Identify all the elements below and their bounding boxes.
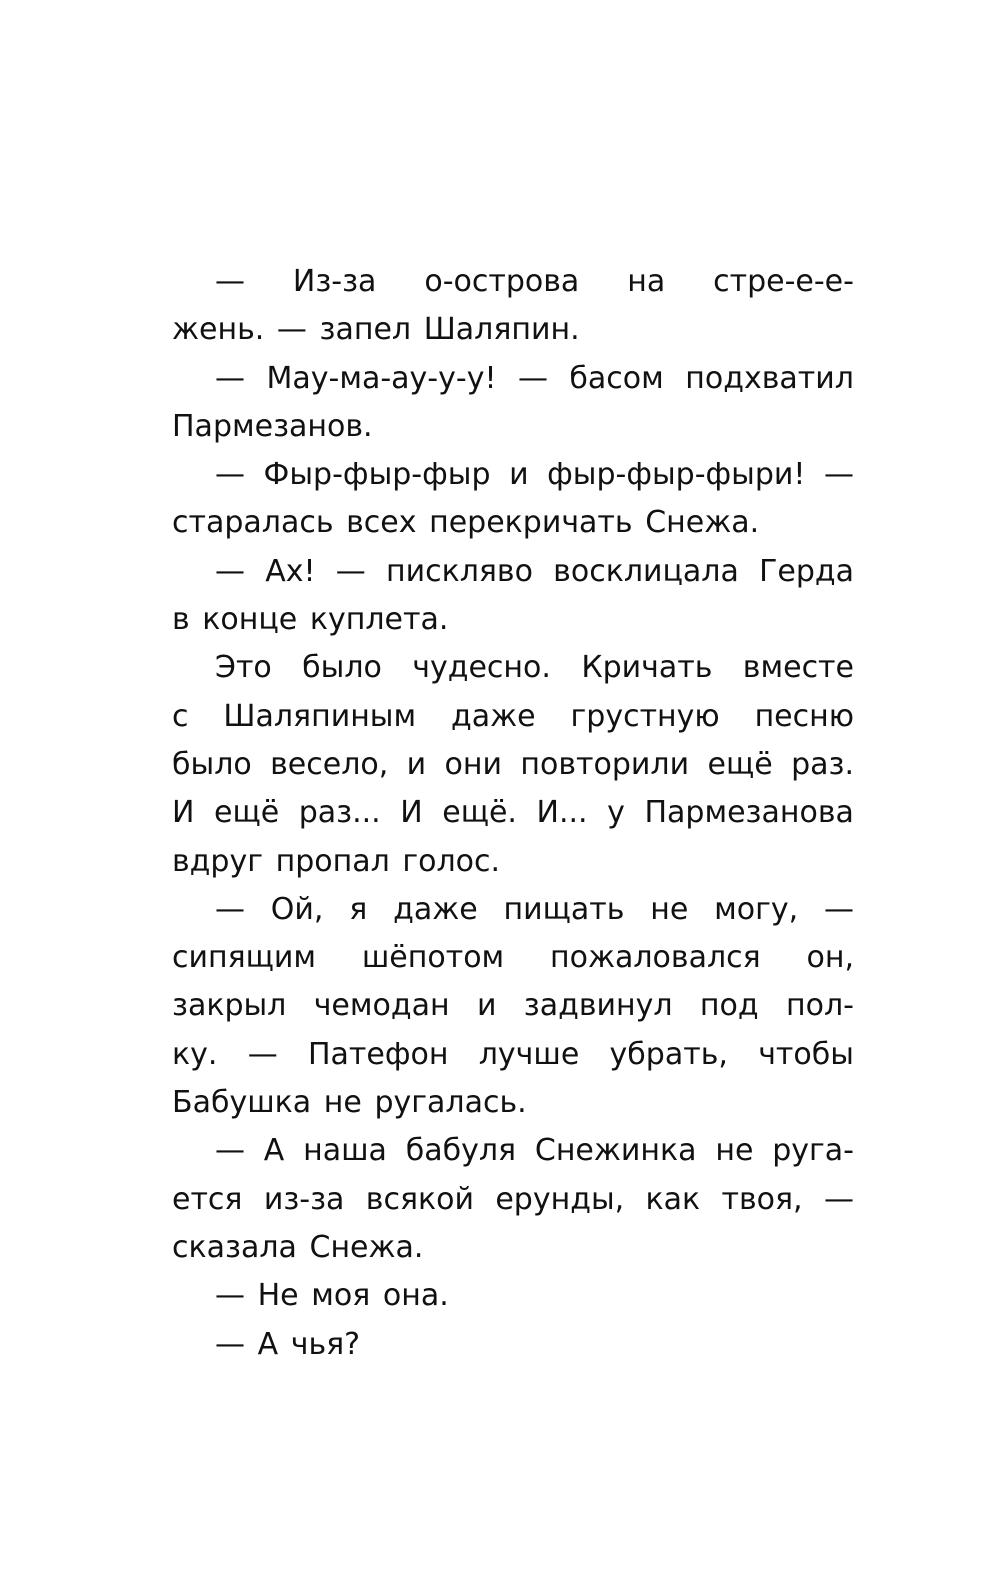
text-word: с [172, 698, 189, 734]
text-word: — [823, 457, 854, 493]
text-word: раз. [791, 746, 854, 782]
text-word: сипящим [172, 940, 317, 976]
text-word: стре-е-е- [713, 264, 854, 299]
text-word: Не [257, 1278, 299, 1314]
text-word: твоя, [721, 1181, 803, 1217]
page-text [172, 258, 854, 1369]
text-word: Пармезанова [644, 795, 854, 831]
text-word: чья? [290, 1326, 361, 1362]
text-word: — [215, 1278, 245, 1314]
text-line [172, 403, 854, 451]
text-word: он, [806, 940, 854, 976]
text-word: — [335, 553, 366, 589]
text-line [172, 693, 854, 741]
text-line [172, 596, 854, 644]
text-line [172, 355, 854, 403]
text-word: — [215, 360, 245, 396]
text-word: и [406, 746, 427, 782]
text-line [172, 982, 854, 1030]
text-word: пожаловался [549, 940, 761, 976]
text-word: Шаляпиным [223, 698, 417, 734]
text-line [172, 451, 854, 499]
text-word: бабуля [405, 1133, 517, 1169]
text-word: Ой, [270, 891, 324, 927]
text-word: всех [346, 505, 417, 541]
text-word: Шаляпин. [423, 312, 580, 348]
text-line [172, 1272, 854, 1320]
text-word: жень. [172, 312, 265, 348]
text-word: Из-за [292, 264, 377, 299]
text-word: убрать, [609, 1036, 728, 1072]
text-word: как [645, 1181, 701, 1217]
text-line [172, 1127, 854, 1175]
text-word: не [715, 1133, 754, 1169]
text-word: вместе [742, 650, 854, 686]
text-word: из-за [263, 1181, 345, 1217]
text-word: руга- [772, 1133, 854, 1169]
text-line [172, 548, 854, 596]
text-word: Снежа. [309, 1229, 424, 1265]
text-word: чтобы [758, 1036, 854, 1072]
text-word: и [476, 988, 497, 1024]
text-word: Снежа. [645, 505, 760, 541]
text-word: пискляво [385, 553, 533, 589]
text-word: я [349, 891, 368, 927]
text-word: И... [536, 795, 588, 831]
text-word: Пармезанов. [172, 408, 373, 444]
text-word: раз... [298, 795, 381, 831]
text-word: Ах! [265, 553, 316, 589]
text-word: они [444, 746, 503, 782]
text-word: пол- [785, 988, 854, 1024]
text-word: И [400, 795, 423, 831]
text-word: ерунды, [495, 1181, 625, 1217]
text-line [172, 1031, 854, 1079]
text-line [172, 1224, 854, 1272]
text-word: Фыр-фыр-фыр [263, 457, 491, 493]
text-word: задвинул [523, 988, 673, 1024]
text-line [172, 934, 854, 982]
text-word: шёпотом [361, 940, 505, 976]
text-word: Снежинка [534, 1133, 697, 1169]
text-word: даже [393, 891, 478, 927]
text-word: ется [172, 1181, 243, 1217]
text-word: — [823, 891, 854, 927]
text-word: — [215, 553, 245, 589]
text-word: сказала [172, 1229, 297, 1265]
text-line [172, 886, 854, 934]
text-word: — [517, 360, 548, 396]
text-word: на [627, 264, 666, 299]
text-word: — [215, 1133, 245, 1169]
text-word: ещё [707, 746, 773, 782]
text-word: старалась [172, 505, 334, 541]
text-word: песню [754, 698, 854, 734]
text-word: Это [215, 650, 272, 686]
text-word: ещё [214, 795, 280, 831]
text-line [172, 644, 854, 692]
text-word: пищать [503, 891, 625, 927]
text-line [172, 1321, 854, 1369]
text-word: лучше [478, 1036, 580, 1072]
text-word: у [607, 795, 625, 831]
text-line [172, 838, 854, 886]
text-word: — [247, 1036, 278, 1072]
text-word: перекричать [429, 505, 633, 541]
text-word: не [323, 1085, 362, 1121]
text-word: — [276, 312, 307, 348]
text-word: чемодан [313, 988, 450, 1024]
text-word: наша [303, 1133, 387, 1169]
text-word: — [215, 1326, 245, 1362]
text-word: запел [319, 312, 412, 348]
text-word: даже [451, 698, 536, 734]
text-word: А [263, 1133, 285, 1169]
text-word: ку. [172, 1036, 218, 1072]
text-word: весело, [270, 746, 389, 782]
text-word: конце [202, 602, 298, 638]
text-word: вдруг [172, 843, 263, 879]
text-word: повторили [520, 746, 690, 782]
text-word: — [215, 891, 245, 927]
text-word: ругалась. [374, 1085, 527, 1121]
text-word: Герда [759, 553, 854, 589]
text-word: куплета. [309, 602, 449, 638]
text-word: фыр-фыр-фыри! [547, 457, 806, 493]
text-line [172, 1176, 854, 1224]
text-word: Мау-ма-ау-у-у! [266, 360, 497, 396]
text-word: грустную [570, 698, 720, 734]
text-line [172, 741, 854, 789]
text-line [172, 258, 854, 306]
text-line [172, 789, 854, 837]
text-word: под [699, 988, 759, 1024]
text-word: ещё. [442, 795, 517, 831]
text-word: было [302, 650, 382, 686]
text-word: голос. [402, 843, 501, 879]
text-word: было [172, 746, 252, 782]
text-word: могу, [714, 891, 799, 927]
text-word: пропал [275, 843, 390, 879]
text-line [172, 499, 854, 547]
text-word: подхватил [685, 360, 854, 396]
text-word: восклицала [553, 553, 739, 589]
text-word: И [172, 795, 195, 831]
text-word: о-острова [424, 264, 580, 299]
text-word: Кричать [581, 650, 713, 686]
text-word: закрыл [172, 988, 287, 1024]
text-word: Патефон [307, 1036, 449, 1072]
text-word: чудесно. [412, 650, 551, 686]
text-word: А [257, 1326, 279, 1362]
text-line [172, 1079, 854, 1127]
text-word: моя [311, 1278, 371, 1314]
text-word: басом [569, 360, 664, 396]
text-line [172, 306, 854, 354]
text-word: — [215, 457, 245, 493]
text-word: не [650, 891, 689, 927]
text-word: всякой [365, 1181, 474, 1217]
text-word: и [509, 457, 529, 493]
text-word: Бабушка [172, 1085, 312, 1121]
text-word: она. [382, 1278, 449, 1314]
text-word: — [215, 264, 245, 299]
text-word: — [823, 1181, 854, 1217]
text-word: в [172, 602, 190, 638]
